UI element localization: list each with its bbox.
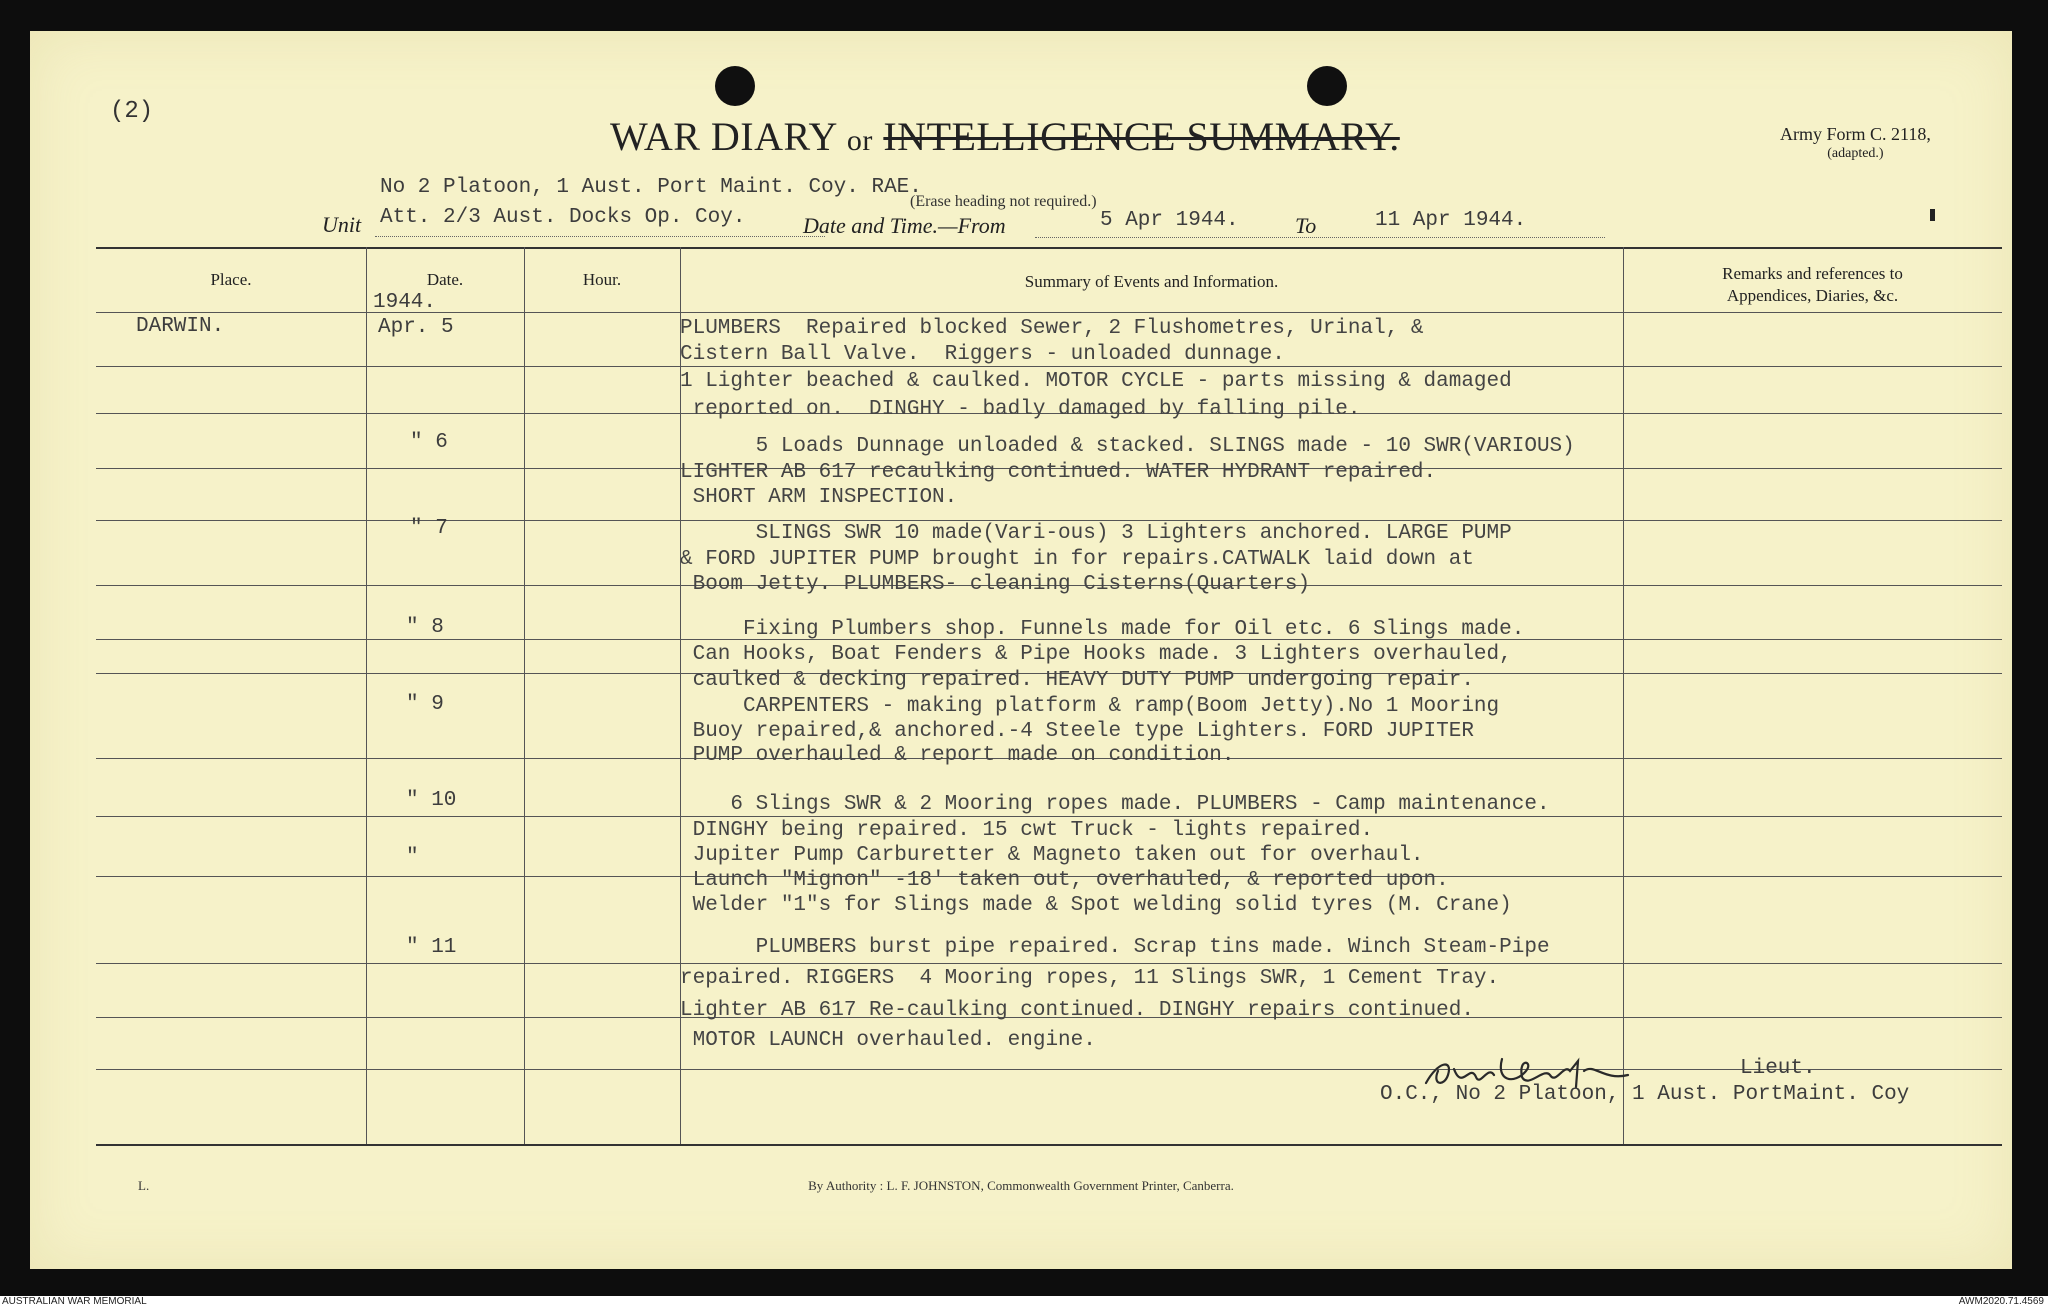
date-entry: " 10 (406, 789, 457, 812)
date-entry: " (406, 846, 419, 869)
signature-rank: Lieut. (1740, 1057, 1816, 1080)
to-date: 11 Apr 1944. (1375, 209, 1527, 232)
ink-mark (1930, 209, 1935, 221)
date-entry: " 9 (406, 693, 444, 716)
table-bottom-rule (96, 1144, 2002, 1146)
archive-strip (0, 1296, 2048, 1311)
unit-dotted-line (375, 236, 825, 237)
summary-line: reported on. DINGHY - badly damaged by falling pile. (680, 398, 1361, 421)
summary-line: SHORT ARM INSPECTION. (680, 486, 958, 509)
summary-line: 1 Lighter beached & caulked. MOTOR CYCLE - parts missing & damaged (680, 370, 1512, 393)
unit-line-1: No 2 Platoon, 1 Aust. Port Maint. Coy. RAE. (380, 176, 922, 199)
archive-credit: AUSTRALIAN WAR MEMORIAL (2, 1296, 147, 1307)
col-divider-summary-remarks (1623, 247, 1624, 1144)
summary-line: Launch "Mignon" -18' taken out, overhauled, & reported upon. (680, 869, 1449, 892)
title-or: or (846, 124, 873, 157)
summary-line: 5 Loads Dunnage unloaded & stacked. SLINGS made - 10 SWR(VARIOUS) (680, 435, 1575, 458)
table-top-rule (96, 247, 2002, 249)
col-head-date: Date. (426, 270, 464, 289)
summary-line: Welder "1"s for Slings made & Spot welding solid tyres (M. Crane) (680, 894, 1512, 917)
date-entry: " 11 (406, 936, 457, 959)
year-entry: 1944. (373, 291, 437, 314)
oc-signature-line: O.C., No 2 Platoon, 1 Aust. PortMaint. Coy (1380, 1083, 1910, 1106)
date-dotted-line (1035, 237, 1605, 238)
summary-line: PLUMBERS Repaired blocked Sewer, 2 Flushometres, Urinal, & (680, 317, 1424, 340)
title-war-diary: WAR DIARY (610, 114, 837, 159)
place-entry: DARWIN. (136, 315, 225, 338)
summary-line: & FORD JUPITER PUMP brought in for repairs.CATWALK laid down at (680, 548, 1474, 571)
date-entry: " 8 (406, 616, 444, 639)
col-head-place: Place. (210, 270, 252, 289)
ruled-line (96, 366, 2002, 367)
col-head-remarks (1623, 263, 2002, 307)
date-entry: " 7 (410, 517, 448, 540)
summary-line: Jupiter Pump Carburetter & Magneto taken out for overhaul. (680, 844, 1424, 867)
summary-line: CARPENTERS - making platform & ramp(Boom Jetty).No 1 Mooring (680, 695, 1500, 718)
summary-line: PUMP overhauled & report made on condition. (680, 744, 1235, 767)
archive-reference: AWM2020.71.4569 (1958, 1296, 2044, 1307)
erase-note: (Erase heading not required.) (910, 193, 1097, 210)
col-head-hour: Hour. (582, 270, 622, 289)
remarks-head-line-1: Remarks and references to (1722, 264, 1903, 283)
from-date: 5 Apr 1944. (1100, 209, 1239, 232)
summary-line: DINGHY being repaired. 15 cwt Truck - lights repaired. (680, 819, 1374, 842)
summary-line: repaired. RIGGERS 4 Mooring ropes, 11 Slings SWR, 1 Cement Tray. (680, 967, 1500, 990)
ruled-line (96, 816, 2002, 817)
summary-line: MOTOR LAUNCH overhauled. engine. (680, 1029, 1096, 1052)
summary-line: LIGHTER AB 617 recaulking continued. WATER HYDRANT repaired. (680, 461, 1437, 484)
summary-line: Cistern Ball Valve. Riggers - unloaded dunnage. (680, 343, 1285, 366)
army-form-adapted: (adapted.) (1827, 146, 1884, 161)
col-head-summary: Summary of Events and Information. (1024, 272, 1279, 291)
punch-hole-right (1307, 66, 1347, 106)
remarks-head-line-2: Appendices, Diaries, &c. (1726, 286, 1899, 305)
summary-line: Buoy repaired,& anchored.-4 Steele type Lighters. FORD JUPITER (680, 720, 1474, 743)
ruled-line (96, 1069, 2002, 1070)
col-divider-date-hour (524, 247, 525, 1144)
summary-line: PLUMBERS burst pipe repaired. Scrap tins made. Winch Steam-Pipe (680, 936, 1550, 959)
printer-footer: By Authority : L. F. JOHNSTON, Commonwealth Government Printer, Canberra. (808, 1178, 1234, 1193)
summary-line: Can Hooks, Boat Fenders & Pipe Hooks made. 3 Lighters overhauled, (680, 643, 1512, 666)
unit-line-2: Att. 2/3 Aust. Docks Op. Coy. (380, 206, 746, 229)
summary-line: 6 Slings SWR & 2 Mooring ropes made. PLUMBERS - Camp maintenance. (680, 793, 1550, 816)
summary-line: Fixing Plumbers shop. Funnels made for Oil etc. 6 Slings made. (680, 618, 1525, 641)
date-time-label: Date and Time.—From (803, 213, 1006, 238)
title-intelligence-summary: INTELLIGENCE SUMMARY. (883, 114, 1400, 159)
diary-sheet (30, 31, 2012, 1269)
summary-line: Boom Jetty. PLUMBERS- cleaning Cisterns(Quarters) (680, 573, 1311, 596)
date-entry: Apr. 5 (378, 316, 454, 339)
form-title (610, 113, 1400, 160)
to-label: To (1295, 213, 1317, 238)
sheet-number: (2) (110, 98, 154, 125)
ruled-line (96, 963, 2002, 964)
footer-letter: L. (138, 1178, 150, 1193)
summary-line: SLINGS SWR 10 made(Vari-ous) 3 Lighters anchored. LARGE PUMP (680, 522, 1512, 545)
army-form-label (1780, 124, 1931, 164)
summary-line: Lighter AB 617 Re-caulking continued. DINGHY repairs continued. (680, 999, 1474, 1022)
col-divider-place-date (366, 247, 367, 1144)
summary-line: caulked & decking repaired. HEAVY DUTY PUMP undergoing repair. (680, 669, 1474, 692)
unit-label: Unit (322, 212, 362, 237)
army-form-number: Army Form C. 2118, (1780, 124, 1931, 144)
ruled-line (96, 520, 2002, 521)
date-entry: " 6 (410, 431, 448, 454)
punch-hole-left (715, 66, 755, 106)
